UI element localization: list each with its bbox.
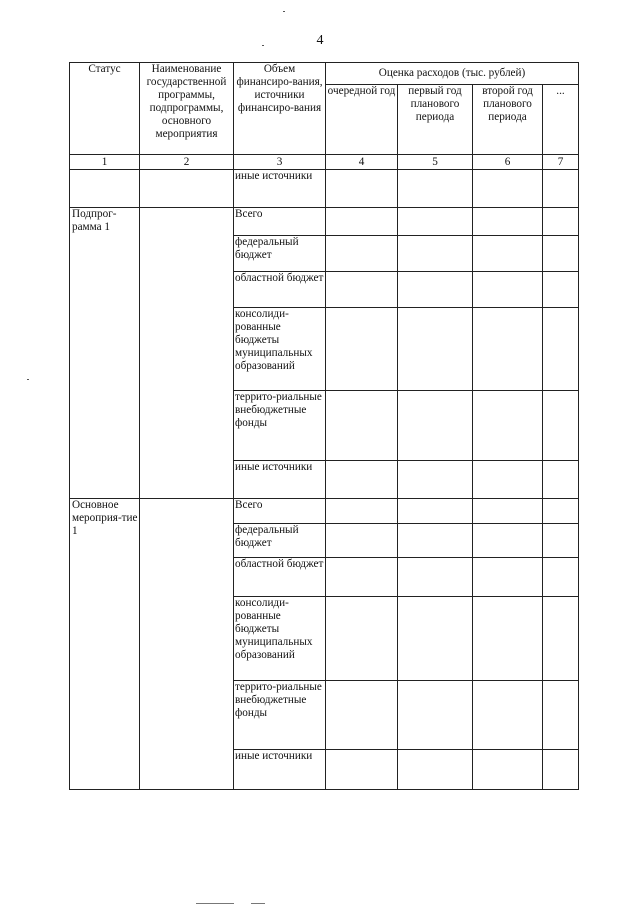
header-estimate: Оценка расходов (тыс. рублей) (326, 63, 579, 85)
value-cell (398, 597, 473, 681)
source-cell: Всего (234, 499, 326, 524)
value-cell (398, 750, 473, 790)
source-cell: областной бюджет (234, 558, 326, 597)
value-cell (326, 391, 398, 461)
value-cell (543, 524, 579, 558)
value-cell (398, 499, 473, 524)
name-cell (140, 170, 234, 208)
expenditure-table (69, 62, 579, 790)
header-year-more: ... (543, 85, 579, 155)
column-number: 7 (543, 155, 579, 170)
source-cell: иные источники (234, 170, 326, 208)
value-cell (543, 681, 579, 750)
column-number: 4 (326, 155, 398, 170)
value-cell (326, 308, 398, 391)
value-cell (398, 461, 473, 499)
source-cell: иные источники (234, 461, 326, 499)
source-cell: Всего (234, 208, 326, 236)
value-cell (326, 681, 398, 750)
header-year-first: первый год планового периода (398, 85, 473, 155)
scan-artifact-line (251, 903, 265, 904)
value-cell (398, 208, 473, 236)
value-cell (398, 236, 473, 272)
scan-speck (262, 45, 264, 46)
table-row (70, 208, 579, 236)
page-number: 4 (316, 33, 324, 48)
header-volume: Объем финансиро-вания, источники финансиро-вания (234, 63, 326, 155)
value-cell (473, 461, 543, 499)
source-cell: консолиди-рованные бюджеты муниципальных образований (234, 308, 326, 391)
value-cell (326, 272, 398, 308)
value-cell (398, 558, 473, 597)
value-cell (473, 558, 543, 597)
value-cell (473, 308, 543, 391)
source-cell: областной бюджет (234, 272, 326, 308)
value-cell (473, 681, 543, 750)
value-cell (543, 272, 579, 308)
value-cell (398, 272, 473, 308)
value-cell (543, 461, 579, 499)
value-cell (473, 272, 543, 308)
value-cell (543, 236, 579, 272)
value-cell (326, 208, 398, 236)
value-cell (543, 308, 579, 391)
value-cell (398, 681, 473, 750)
value-cell (398, 170, 473, 208)
column-number: 3 (234, 155, 326, 170)
name-cell (140, 208, 234, 499)
source-cell: террито-риальные внебюджетные фонды (234, 681, 326, 750)
value-cell (473, 391, 543, 461)
source-cell: федеральный бюджет (234, 524, 326, 558)
value-cell (326, 461, 398, 499)
value-cell (543, 750, 579, 790)
value-cell (543, 170, 579, 208)
value-cell (543, 499, 579, 524)
source-cell: террито-риальные внебюджетные фонды (234, 391, 326, 461)
value-cell (543, 558, 579, 597)
status-cell: Подпрог-рамма 1 (70, 208, 140, 499)
header-row-1 (70, 63, 579, 85)
value-cell (543, 597, 579, 681)
column-number: 2 (140, 155, 234, 170)
value-cell (473, 170, 543, 208)
column-number: 1 (70, 155, 140, 170)
value-cell (326, 236, 398, 272)
source-cell: федеральный бюджет (234, 236, 326, 272)
source-cell: консолиди-рованные бюджеты муниципальных образований (234, 597, 326, 681)
column-number: 5 (398, 155, 473, 170)
header-status: Статус (70, 63, 140, 155)
value-cell (473, 499, 543, 524)
header-year-second: второй год планового периода (473, 85, 543, 155)
value-cell (543, 391, 579, 461)
value-cell (326, 499, 398, 524)
value-cell (326, 558, 398, 597)
value-cell (398, 524, 473, 558)
table-row (70, 499, 579, 524)
header-name: Наименование государственной программы, подпрограммы, основного мероприятия (140, 63, 234, 155)
value-cell (326, 597, 398, 681)
status-cell: Основное мероприя-тие 1 (70, 499, 140, 790)
value-cell (473, 597, 543, 681)
value-cell (398, 308, 473, 391)
table-row (70, 170, 579, 208)
status-cell (70, 170, 140, 208)
column-number-row (70, 155, 579, 170)
value-cell (473, 236, 543, 272)
value-cell (543, 208, 579, 236)
scan-artifact-line (196, 903, 234, 904)
name-cell (140, 499, 234, 790)
value-cell (326, 750, 398, 790)
value-cell (473, 524, 543, 558)
value-cell (326, 524, 398, 558)
source-cell: иные источники (234, 750, 326, 790)
value-cell (398, 391, 473, 461)
value-cell (473, 208, 543, 236)
scan-speck (283, 11, 285, 12)
value-cell (326, 170, 398, 208)
value-cell (473, 750, 543, 790)
header-year-current: очередной год (326, 85, 398, 155)
scan-speck (27, 379, 29, 380)
column-number: 6 (473, 155, 543, 170)
